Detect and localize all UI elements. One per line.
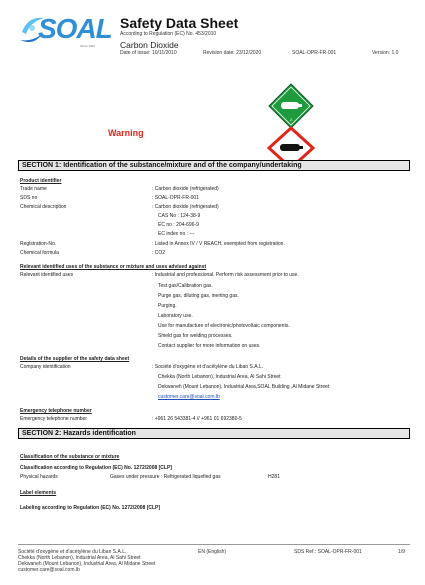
gas-cylinder-transport-icon bbox=[269, 84, 313, 128]
svg-text:2: 2 bbox=[289, 117, 293, 122]
logo-tagline: Since 1960 bbox=[80, 44, 96, 48]
emergency-phone-value: : +961 26 543381-4 // +961 01 692380-5 bbox=[152, 416, 242, 422]
use-item: Contact supplier for more information on uses. bbox=[158, 343, 261, 349]
physical-hazards-value: Gases under pressure : Refrigerated liquefied gas bbox=[110, 474, 221, 480]
footer-language: EN (English) bbox=[198, 549, 227, 555]
sds-header bbox=[0, 0, 425, 62]
cas-number: CAS No : 124-38-9 bbox=[158, 213, 201, 219]
label-elements-heading: Label elements bbox=[20, 490, 57, 496]
sds-no-label: SDS no bbox=[20, 195, 38, 201]
ec-number: EC no : 204-696-9 bbox=[158, 222, 199, 228]
page-number: 1/9 bbox=[398, 549, 405, 555]
hazard-pictograms bbox=[261, 82, 321, 170]
ec-index-number: EC index no : --- bbox=[158, 231, 195, 237]
classification-regulation: Classification according to Regulation (EC) No. 1272/2008 [CLP] bbox=[20, 465, 172, 471]
use-item: Purging. bbox=[158, 303, 177, 309]
chemical-description-value: : Carbon dioxide (refrigerated) bbox=[152, 204, 219, 210]
footer-divider bbox=[18, 544, 410, 545]
date-of-issue: Date of issue: 10/11/2010 bbox=[120, 50, 177, 56]
use-item: Purge gas, diluting gas, inerting gas. bbox=[158, 293, 239, 299]
company-identification-label: Company identification bbox=[20, 364, 71, 370]
revision-date: Revision date: 23/12/2020 bbox=[203, 50, 262, 56]
chemical-description-label: Chemical description bbox=[20, 204, 67, 210]
chemical-formula-value: : CO2 bbox=[152, 250, 166, 256]
use-item: Shield gas for welding processes. bbox=[158, 333, 233, 339]
footer-company: Société d'oxygène et d'acétylène du Liban S.A.L. bbox=[18, 549, 127, 555]
identified-uses-first: : Industrial and professional. Perform risk assessment prior to use. bbox=[152, 272, 299, 278]
use-item: Test gas/Calibration gas. bbox=[158, 283, 213, 289]
chemical-formula-label: Chemical formula bbox=[20, 250, 59, 256]
supplier-heading: Details of the supplier of the safety data sheet bbox=[20, 356, 130, 362]
registration-label: Registration-No. bbox=[20, 241, 57, 247]
signal-word: Warning bbox=[108, 128, 144, 138]
footer-sds-ref: SDS Ref.: SOAL-OPR-FR-001 bbox=[294, 549, 362, 555]
footer-address-line: Dekwaneh (Mount Lebanon), Industrial Area, Al Midane Street bbox=[18, 561, 156, 567]
physical-hazards-label: Physical hazards bbox=[20, 474, 58, 480]
trade-name-label: Trade name bbox=[20, 186, 47, 192]
product-name: Carbon Dioxide bbox=[120, 40, 179, 50]
identified-uses-label: Relevant identified uses bbox=[20, 272, 74, 278]
footer-address-line: Chekka (North Lebanon), Industrial Area, Al Sahi Street bbox=[18, 555, 141, 561]
footer-email: customer.care@soal.com.lb bbox=[18, 567, 80, 573]
doc-reference: SOAL-OPR-FR-001 bbox=[292, 50, 337, 56]
section-1-header: SECTION 1: Identification of the substance/mixture and of the company/undertaking bbox=[18, 160, 410, 171]
logo-text: SOAL bbox=[38, 13, 112, 44]
section-2-header: SECTION 2: Hazards identification bbox=[18, 428, 410, 439]
company-logo bbox=[18, 12, 114, 46]
emergency-phone-label: Emergency telephone number bbox=[20, 416, 87, 422]
use-item: Use for manufacture of electronic/photovoltaic components. bbox=[158, 323, 290, 329]
use-item: Laboratory use. bbox=[158, 313, 193, 319]
regulation-note: According to Regulation (EC) No. 453/2010 bbox=[120, 31, 217, 37]
registration-value: : Listed in Annex IV / V REACH, exempted from registration. bbox=[152, 241, 285, 247]
document-title: Safety Data Sheet bbox=[120, 15, 239, 31]
trade-name-value: : Carbon dioxide (refrigerated) bbox=[152, 186, 219, 192]
sds-no-value: : SOAL-OPR-FR-001 bbox=[152, 195, 199, 201]
identified-uses-heading: Relevant identified uses of the substance or mixture and uses advised against bbox=[20, 264, 207, 270]
hazard-statement-code: H281 bbox=[268, 474, 280, 480]
labeling-regulation: Labeling according to Regulation (EC) No. 1272/2008 [CLP] bbox=[20, 505, 161, 511]
product-identifier-heading: Product identifier bbox=[20, 178, 62, 184]
company-address-line: Chekka (North Lebanon), Industrial Area, Al Sahi Street bbox=[158, 374, 281, 380]
classification-heading: Classification of the substance or mixture bbox=[20, 454, 120, 460]
company-name: : Société d'oxygène et d'acétylène du Liban S.A.L. bbox=[152, 364, 264, 370]
company-address-line: Dekwaneh (Mount Lebanon), Industrial Area,SOAL Building ,Al Midane Street bbox=[158, 384, 330, 390]
emergency-heading: Emergency telephone number bbox=[20, 408, 92, 414]
version: Version: 1.0 bbox=[372, 50, 399, 56]
company-email-link[interactable]: customer.care@soal.com.lb bbox=[158, 394, 220, 400]
